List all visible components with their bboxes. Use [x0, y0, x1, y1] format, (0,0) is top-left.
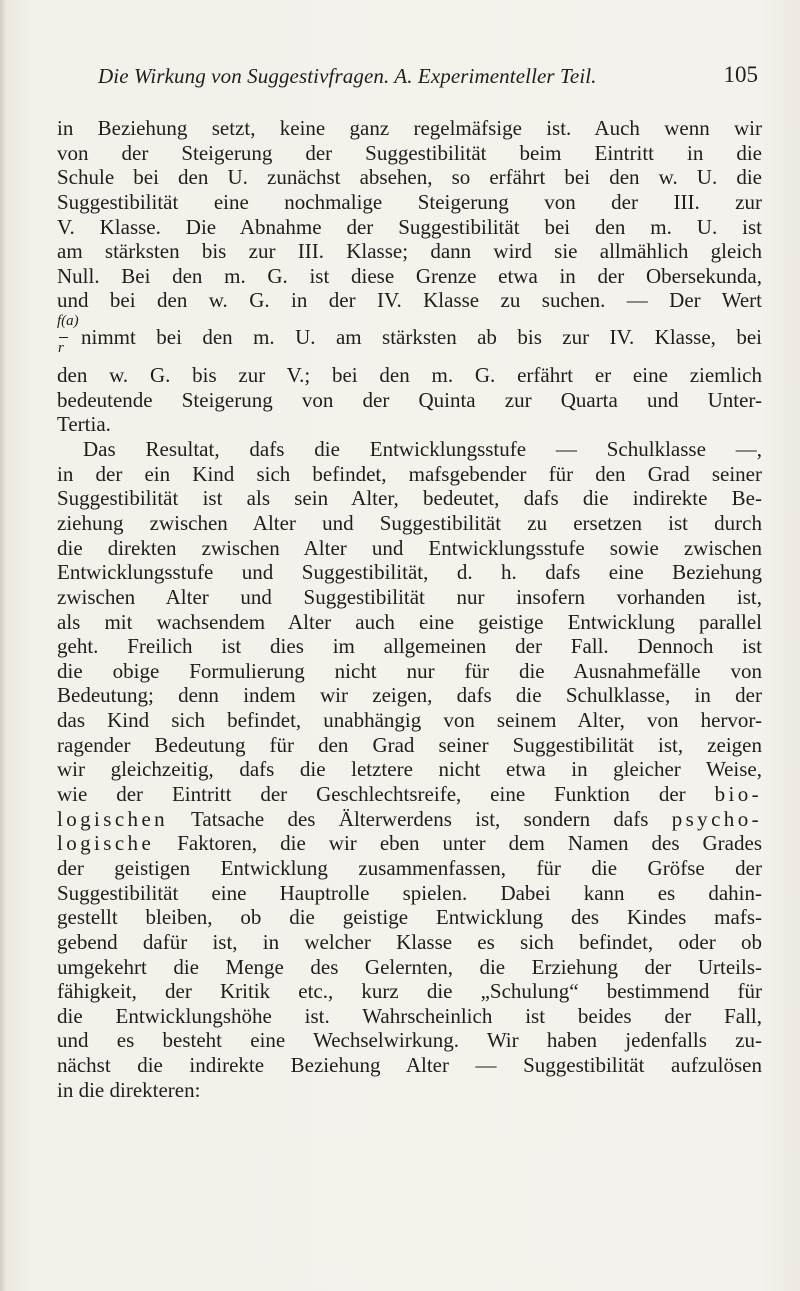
text-line: in Beziehung setzt, keine ganz regelmäfsige ist. Auch wenn wir: [57, 116, 762, 140]
paragraph-2: [57, 437, 762, 1102]
text-line: ziehung zwischen Alter und Suggestibilität zu ersetzen ist durch: [57, 510, 762, 535]
text-line: [57, 831, 762, 856]
text-line: der geistigen Entwicklung zusammenfassen, für die Gröfse der: [57, 855, 762, 880]
text-segment: Faktoren, die wir eben unter dem Namen des Grades: [154, 831, 762, 856]
text-line: und es besteht eine Wechselwirkung. Wir haben jedenfalls zu-: [57, 1028, 762, 1053]
text-line: gebend dafür ist, in welcher Klasse es sich befindet, oder ob: [57, 929, 762, 954]
spaced-emphasis: psycho-: [671, 806, 762, 831]
body-text: [57, 116, 762, 1102]
page-edge-shadow: [0, 0, 6, 1291]
text-line: als mit wachsendem Alter auch eine geistige Entwicklung parallel: [57, 609, 762, 634]
text-line: ragender Bedeutung für den Grad seiner Suggestibilität ist, zeigen: [57, 732, 762, 757]
text-line: in der ein Kind sich befindet, mafsgebender für den Grad seiner: [57, 461, 762, 486]
running-title: Die Wirkung von Suggestivfragen. A. Experimenteller Teil.: [98, 64, 597, 88]
page-number: 105: [723, 62, 758, 87]
text-line: [57, 782, 762, 807]
text-line: die Entwicklungshöhe ist. Wahrscheinlich ist beides der Fall,: [57, 1003, 762, 1028]
text-line: die direkten zwischen Alter und Entwicklungsstufe sowie zwischen: [57, 535, 762, 560]
text-line: nimmt bei den m. U. am stärksten ab bis zur IV. Klasse, bei: [81, 325, 762, 350]
spaced-emphasis: logischen: [57, 806, 169, 831]
text-line: Bedeutung; denn indem wir zeigen, dafs die Schulklasse, in der: [57, 683, 762, 708]
text-line: Null. Bei den m. G. ist diese Grenze etwa in der Obersekunda,: [57, 263, 762, 288]
text-line: die obige Formulierung nicht nur für die Ausnahmefälle von: [57, 658, 762, 683]
text-line: am stärksten bis zur III. Klasse; dann wird sie allmählich gleich: [57, 239, 762, 264]
fraction-f-a-over-r: [57, 313, 79, 363]
text-line: bedeutende Steigerung von der Quinta zur Quarta und Unter-: [57, 387, 762, 412]
text-line: Suggestibilität eine nochmalige Steigerung von der III. zur: [57, 189, 762, 214]
text-line: Tertia.: [57, 412, 111, 437]
spaced-emphasis: bio-: [714, 782, 762, 807]
text-line: Das Resultat, dafs die Entwicklungsstufe — Schulklasse —,: [83, 437, 762, 462]
text-line: den w. G. bis zur V.; bei den m. G. erfährt er eine ziemlich: [57, 363, 762, 388]
text-line: gestellt bleiben, ob die geistige Entwicklung des Kindes mafs-: [57, 905, 762, 930]
fraction-line: [57, 313, 762, 363]
text-line: Suggestibilität eine Hauptrolle spielen. Dabei kann es dahin-: [57, 880, 762, 905]
page-header: [98, 62, 758, 96]
text-line: geht. Freilich ist dies im allgemeinen der Fall. Dennoch ist: [57, 634, 762, 659]
text-line: zwischen Alter und Suggestibilität nur insofern vorhanden ist,: [57, 584, 762, 609]
text-segment: Tatsache des Älterwerdens ist, sondern dafs: [168, 806, 672, 831]
text-line: von der Steigerung der Suggestibilität beim Eintritt in die: [57, 140, 762, 165]
text-line: in die direkteren:: [57, 1077, 201, 1102]
text-line: Schule bei den U. zunächst absehen, so erfährt bei den w. U. die: [57, 165, 762, 190]
paragraph-1: [57, 116, 762, 437]
text-line: wir gleichzeitig, dafs die letztere nicht etwa in gleicher Weise,: [57, 757, 762, 782]
text-line: nächst die indirekte Beziehung Alter — Suggestibilität aufzulösen: [57, 1053, 762, 1078]
spaced-emphasis: logische: [57, 831, 155, 856]
text-line: umgekehrt die Menge des Gelernten, die Erziehung der Urteils-: [57, 954, 762, 979]
text-line: V. Klasse. Die Abnahme der Suggestibilität bei den m. U. ist: [57, 214, 762, 239]
text-line: Suggestibilität ist als sein Alter, bedeutet, dafs die indirekte Be-: [57, 486, 762, 511]
text-line: das Kind sich befindet, unabhängig von seinem Alter, von hervor-: [57, 708, 762, 733]
fraction-denominator: r: [58, 340, 64, 357]
text-line: [57, 807, 762, 832]
text-line: und bei den w. G. in der IV. Klasse zu suchen. — Der Wert: [57, 288, 762, 313]
fraction-bar: [59, 337, 68, 338]
text-line: Entwicklungsstufe und Suggestibilität, d. h. dafs eine Beziehung: [57, 560, 762, 585]
fraction-numerator: f(a): [57, 313, 79, 330]
text-line: fähigkeit, der Kritik etc., kurz die „Schulung“ bestimmend für: [57, 979, 762, 1004]
text-segment: wie der Eintritt der Geschlechtsreife, eine Funktion der: [57, 782, 715, 807]
